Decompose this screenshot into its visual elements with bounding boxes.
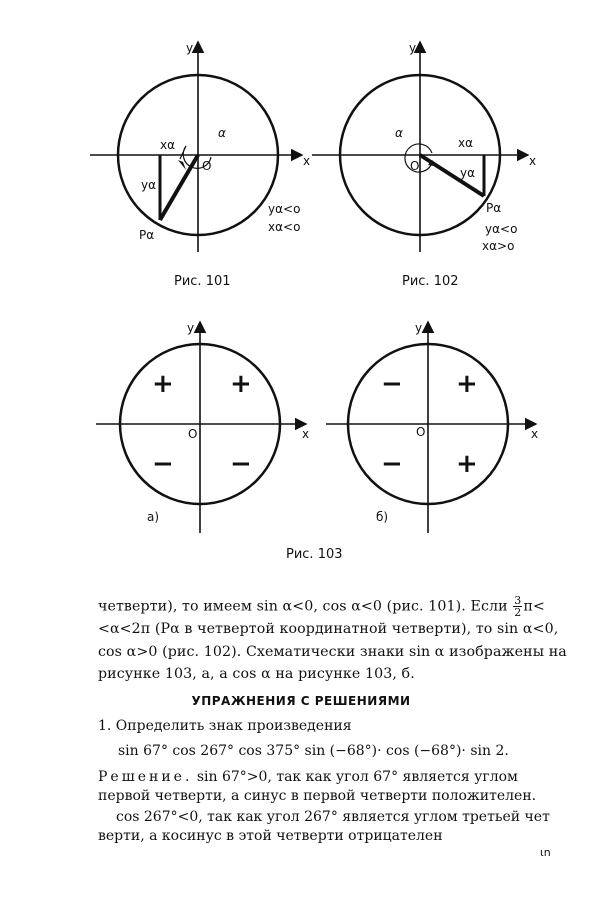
fig101-axis-y: y (186, 41, 194, 55)
fig102-y-proj: yα (460, 166, 476, 180)
fig101-y-proj: yα (141, 178, 157, 192)
solution-paragraph (98, 768, 568, 806)
fig101-cond2: xα<o (268, 220, 301, 234)
solution-text: sin 67°>0, так как угол 67° является углом первой четверти, а синус в первой четверти положителен. (98, 769, 537, 804)
fig103b-q1-sign: + (456, 369, 478, 399)
solution-label: Решение. (98, 769, 193, 785)
radius-101 (160, 155, 198, 220)
fig102-axis-y: y (409, 41, 417, 55)
fig103a-q4-sign: − (230, 449, 252, 479)
figure-102 (312, 42, 528, 252)
main-paragraph (98, 595, 568, 686)
fig103a-origin: O (188, 427, 198, 441)
fig103b-q3-sign: − (381, 449, 403, 479)
fig103-caption: Рис. 103 (286, 547, 343, 562)
fig103a-axis-x: x (302, 427, 310, 441)
paragraph-part-a: четверти), то имеем sin α<0, cos α<0 (рис. 101). Если (98, 598, 513, 615)
fig101-cond1: yα<o (268, 202, 301, 216)
fig103a-label: а) (147, 510, 160, 524)
fig101-axis-x: x (303, 154, 311, 168)
paragraph-part-c: <α<2π (Pα в четвертой координатной четверти), то sin α<0, cos α>0 (рис. 102). Схематически знаки sin α изображены на рисунке 103, а, а cos α на рисунке 103, б. (98, 621, 567, 682)
exercise-1-expression: sin 67° cos 267° cos 375° sin (−68°)· cos (−68°)· sin 2. (118, 743, 509, 759)
fraction-numerator: 3 (514, 594, 522, 607)
fig101-caption: Рис. 101 (174, 274, 231, 289)
fig102-angle: α (395, 126, 403, 140)
fig103a-q3-sign: − (152, 449, 174, 479)
fig101-origin: O (202, 159, 212, 173)
fig102-axis-x: x (529, 154, 537, 168)
fig103b-label: б) (376, 510, 389, 524)
section-heading: УПРАЖНЕНИЯ С РЕШЕНИЯМИ (191, 694, 411, 708)
figure-103b-labels (376, 321, 538, 524)
cos-paragraph: cos 267°<0, так как угол 267° является углом третьей чет верти, а косинус в этой четверти отрицателен (98, 809, 550, 844)
fraction-three-halves (513, 595, 522, 618)
fig102-caption: Рис. 102 (402, 274, 459, 289)
fig103b-axis-y: y (415, 321, 423, 335)
fig102-point: Pα (486, 201, 502, 215)
fig102-cond1: yα<o (485, 222, 518, 236)
page-mark: ιn (540, 846, 551, 859)
figure-102-labels (395, 41, 536, 289)
fig103a-axis-y: y (187, 321, 195, 335)
fig103b-q4-sign: + (456, 449, 478, 479)
figure-103a (96, 322, 306, 533)
fig101-angle: α (218, 126, 226, 140)
exercise-1-title: 1. Определить знак произведения (98, 718, 352, 734)
fig103a-q2-sign: + (152, 369, 174, 399)
fig102-cond2: xα>o (482, 239, 515, 253)
fraction-denominator: 2 (514, 606, 522, 619)
fig101-x-proj: xα (160, 138, 176, 152)
fig102-x-proj: xα (458, 136, 474, 150)
fig103b-axis-x: x (531, 427, 539, 441)
fig103b-q2-sign: − (381, 369, 403, 399)
fig103b-origin: O (416, 425, 426, 439)
fig102-origin: O (410, 159, 420, 173)
figure-101-labels (139, 41, 310, 289)
fig103a-q1-sign: + (230, 369, 252, 399)
fig101-point: Pα (139, 228, 155, 242)
figure-103b (326, 322, 539, 533)
figure-103a-labels (147, 321, 309, 524)
paragraph-part-b: π< (523, 598, 545, 615)
